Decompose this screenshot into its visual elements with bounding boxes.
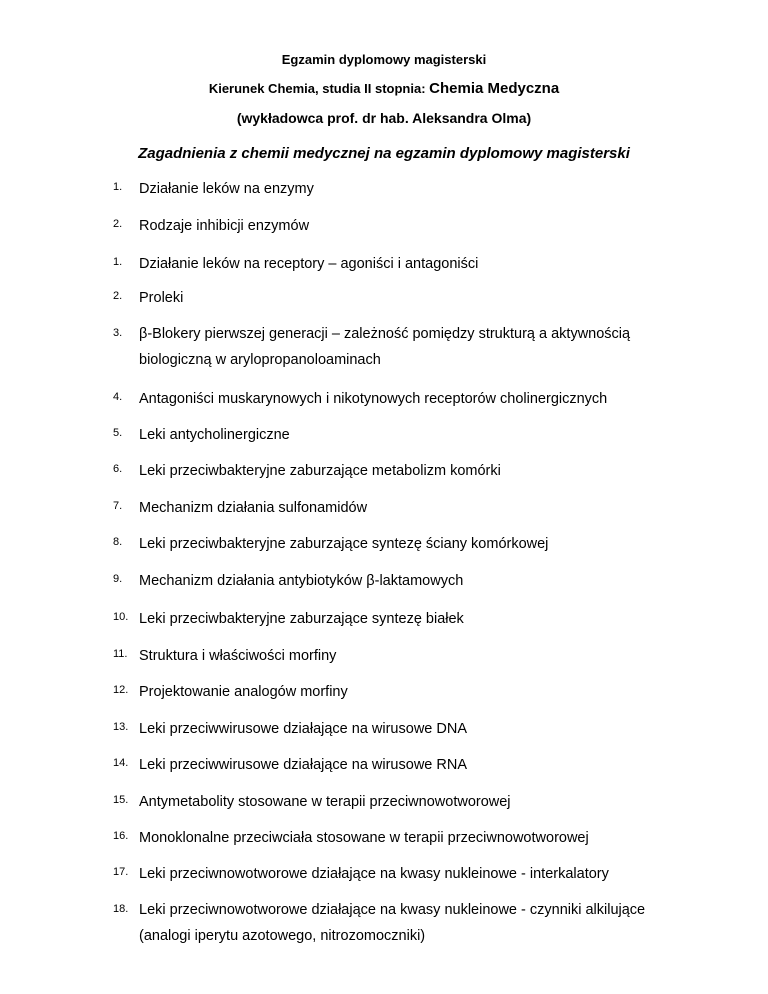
item-number: 7. [113,500,123,512]
document-title: Zagadnienia z chemii medycznej na egzamin dyplomowy magisterski [138,145,630,162]
item-number: 11. [113,648,128,660]
item-text: Proleki [139,290,184,306]
item-text: Mechanizm działania antybiotyków β-laktamowych [139,573,464,589]
item-text: Leki przeciwbakteryjne zaburzające metabolizm komórki [139,463,501,479]
item-number: 1. [113,256,123,268]
item-text: Monoklonalne przeciwciała stosowane w terapii przeciwnowotworowej [139,830,589,846]
item-number: 9. [113,573,123,585]
item-text: Leki przeciwwirusowe działające na wirusowe DNA [139,721,467,737]
item-number: 8. [113,536,123,548]
item-number: 14. [113,757,129,769]
item-text: Leki antycholinergiczne [139,427,290,443]
item-text: Leki przeciwnowotworowe działające na kwasy nukleinowe - czynniki alkilujące (analogi iperytu azotowego, nitrozomoczniki) [139,902,646,944]
item-text: Działanie leków na enzymy [139,181,314,197]
item-text: Działanie leków na receptory – agoniści i antagoniści [139,256,479,272]
item-text: Projektowanie analogów morfiny [139,684,348,700]
lecturer-heading: (wykładowca prof. dr hab. Aleksandra Olma) [236,110,532,126]
item-text: Struktura i właściwości morfiny [139,648,337,664]
item-number: 2. [113,290,123,302]
item-number: 6. [113,463,123,475]
item-text: Antymetabolity stosowane w terapii przeciwnowotworowej [139,794,511,810]
item-number: 18. [113,903,129,915]
item-text: Leki przeciwwirusowe działające na wirusowe RNA [139,757,467,773]
item-number: 12. [113,684,129,696]
item-number: 13. [113,721,129,733]
item-text: Leki przeciwbakteryjne zaburzające syntezę białek [139,611,464,627]
program-prefix: Kierunek Chemia, studia II stopnia: [208,81,430,96]
item-number: 17. [113,866,129,878]
item-number: 16. [113,830,129,842]
item-text: Mechanizm działania sulfonamidów [139,500,368,516]
item-number: 3. [113,327,123,339]
item-number: 4. [113,391,123,403]
item-number: 1. [113,181,123,193]
item-number: 10. [113,611,129,623]
item-number: 15. [113,794,129,806]
exam-type-heading: Egzamin dyplomowy magisterski [281,52,487,67]
item-text: β-Blokery pierwszej generacji – zależność pomiędzy strukturą a aktywnością biologiczną w arylopropanoloaminach [139,326,631,368]
item-text: Rodzaje inhibicji enzymów [139,218,310,234]
item-text: Leki przeciwbakteryjne zaburzające syntezę ściany komórkowej [139,536,549,552]
item-text: Antagoniści muskarynowych i nikotynowych receptorów cholinergicznych [139,391,608,407]
item-text: Leki przeciwnowotworowe działające na kwasy nukleinowe - interkalatory [139,866,609,882]
item-number: 2. [113,218,123,230]
item-number: 5. [113,427,123,439]
specialization-name: Chemia Medyczna [429,80,560,97]
